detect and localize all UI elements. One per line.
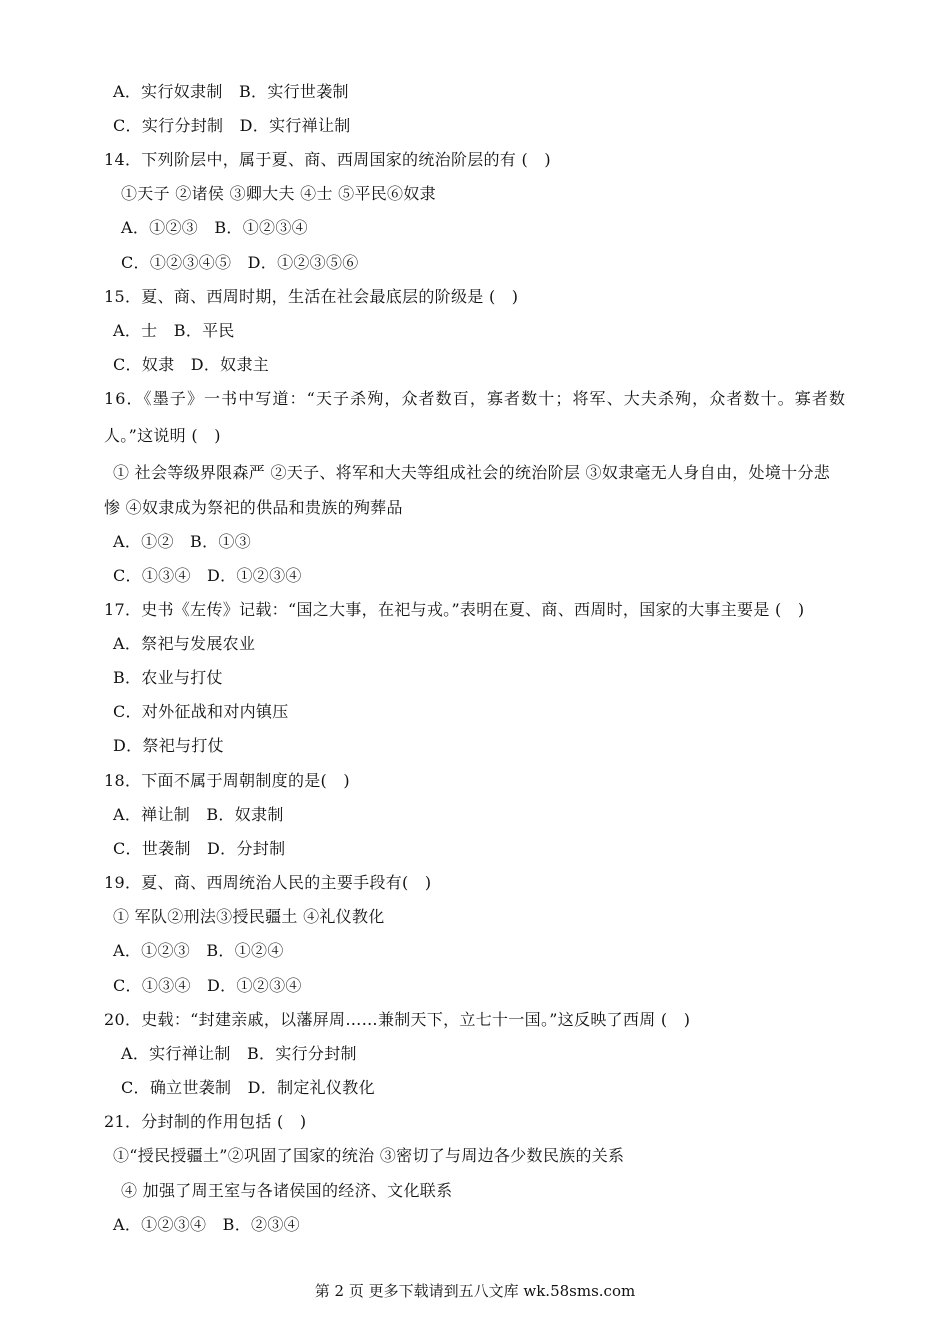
question-21: 21．分封制的作用包括 ( ) [104, 1112, 307, 1131]
text-line: C．世袭制 D．分封制 [113, 839, 286, 858]
text-line: A．祭祀与发展农业 [113, 634, 256, 653]
question-17: 17．史书《左传》记载：“国之大事，在祀与戎。”表明在夏、商、西周时，国家的大事主要是 ( ) [104, 600, 805, 619]
text-line: ① 军队②刑法③授民疆土 ④礼仪教化 [113, 907, 385, 926]
text-line: ① 社会等级界限森严 ②天子、将军和大夫等组成社会的统治阶层 ③奴隶毫无人身自由，处境十分悲 [113, 463, 831, 482]
text-line: C．对外征战和对内镇压 [113, 702, 289, 721]
question-18: 18．下面不属于周朝制度的是( ) [104, 771, 350, 790]
text-line: A．实行奴隶制 B．实行世袭制 [113, 82, 349, 101]
text-line: A．①②③ B．①②④ [113, 941, 284, 960]
text-line: B．农业与打仗 [113, 668, 223, 687]
text-line: ①天子 ②诸侯 ③卿大夫 ④士 ⑤平民⑥奴隶 [121, 184, 436, 203]
text-line: D．祭祀与打仗 [113, 736, 224, 755]
text-line: ①“授民授疆土”②巩固了国家的统治 ③密切了与周边各少数民族的关系 [113, 1146, 625, 1165]
text-line: A．实行禅让制 B．实行分封制 [121, 1044, 357, 1063]
question-15: 15．夏、商、西周时期，生活在社会最底层的阶级是 ( ) [104, 287, 519, 306]
text-line: A．①②③④ B．②③④ [113, 1215, 300, 1234]
text-line: C．①③④ D．①②③④ [113, 976, 302, 995]
text-line: A．士 B．平民 [113, 321, 235, 340]
text-line: C．奴隶 D．奴隶主 [113, 355, 270, 374]
text-line: 惨 ④奴隶成为祭祀的供品和贵族的殉葬品 [104, 498, 403, 517]
text-line: A．禅让制 B．奴隶制 [113, 805, 284, 824]
text-line: C．确立世袭制 D．制定礼仪教化 [121, 1078, 375, 1097]
page-footer: 第 2 页 更多下载请到五八文库 wk.58sms.com [314, 1282, 636, 1300]
text-line: A．①② B．①③ [113, 532, 252, 551]
question-14: 14．下列阶层中，属于夏、商、西周国家的统治阶层的有 ( ) [104, 150, 551, 169]
text-line: 人。”这说明 ( ) [104, 426, 221, 445]
question-20: 20．史载：“封建亲戚，以藩屏周……兼制天下，立七十一国。”这反映了西周 ( ) [104, 1010, 691, 1029]
question-16: 16．《墨子》一书中写道：“天子杀殉，众者数百，寡者数十；将军、大夫杀殉，众者数十。寡者数 [104, 389, 847, 408]
text-line: C．实行分封制 D．实行禅让制 [113, 116, 351, 135]
question-19: 19．夏、商、西周统治人民的主要手段有( ) [104, 873, 432, 892]
text-line: ④ 加强了周王室与各诸侯国的经济、文化联系 [121, 1181, 453, 1200]
text-line: C．①②③④⑤ D．①②③⑤⑥ [121, 253, 359, 272]
text-line: A．①②③ B．①②③④ [121, 218, 308, 237]
text-line: C．①③④ D．①②③④ [113, 566, 302, 585]
